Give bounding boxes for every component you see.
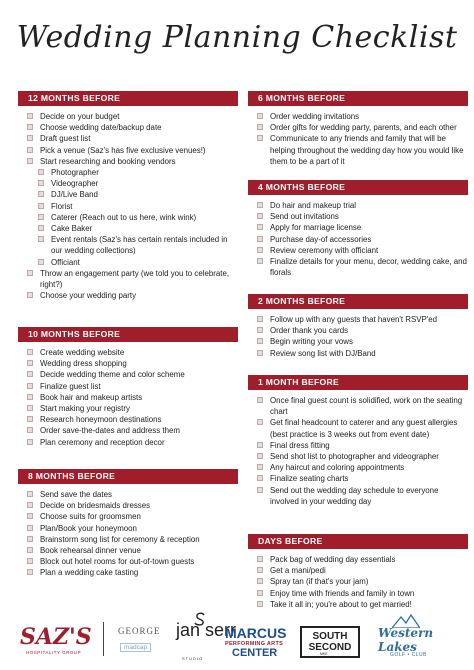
checkbox-icon[interactable] (257, 578, 263, 584)
checkbox-icon[interactable] (38, 225, 44, 231)
western-lakes-logo: Western Lakes (378, 626, 434, 654)
checklist-item-label: Decide on your budget (40, 112, 120, 121)
checklist-item-label: Caterer (Reach out to us here, wink wink) (51, 212, 197, 222)
checkbox-icon[interactable] (27, 135, 33, 141)
checkbox-icon[interactable] (257, 475, 263, 481)
section-1-month (248, 375, 468, 507)
checkbox-icon[interactable] (257, 601, 263, 607)
checklist-item (18, 145, 238, 156)
checklist-item-label: Finalize seating charts (270, 474, 349, 484)
south-second-logo: SOUTH SECOND (300, 626, 360, 658)
madcap-logo: madcap (120, 643, 151, 652)
checkbox-icon[interactable] (27, 371, 33, 377)
checklist-item (18, 425, 238, 436)
checkbox-icon[interactable] (27, 124, 33, 130)
checklist-item (18, 133, 238, 144)
checklist-item (18, 156, 238, 167)
sazs-logo: SAZ'S (20, 624, 92, 650)
checklist-item (248, 554, 468, 565)
checkbox-icon[interactable] (27, 547, 33, 553)
checkbox-icon[interactable] (27, 513, 33, 519)
checkbox-icon[interactable] (257, 224, 263, 230)
section-4-months (248, 180, 468, 278)
checkbox-icon[interactable] (27, 439, 33, 445)
checkbox-icon[interactable] (27, 569, 33, 575)
checklist-item-label: Start making your registry (40, 404, 130, 414)
checklist-item (248, 336, 468, 347)
checkbox-icon[interactable] (27, 394, 33, 400)
checklist-item-label: Finalize guest list (40, 381, 101, 391)
checklist-item (248, 122, 468, 133)
section-12-months (18, 91, 238, 301)
checklist-item-label: Draft guest list (40, 134, 91, 144)
checkbox-icon[interactable] (27, 292, 33, 298)
checklist-item (18, 556, 238, 567)
checklist-item (248, 200, 468, 211)
checkbox-icon[interactable] (27, 158, 33, 164)
checklist-item-label: Decide wedding theme and color scheme (40, 370, 185, 380)
checklist-item-label: Get a mani/pedi (270, 566, 326, 576)
checklist (18, 484, 238, 579)
checklist-item (248, 440, 468, 451)
checkbox-icon[interactable] (38, 191, 44, 197)
checklist-item-label: Videographer (51, 179, 99, 189)
checklist-item (18, 489, 238, 500)
sponsor-logos (0, 612, 474, 670)
checklist (18, 106, 238, 301)
checkbox-icon[interactable] (38, 203, 44, 209)
checklist-item (18, 567, 238, 578)
checklist (248, 390, 468, 507)
checkbox-icon[interactable] (257, 258, 263, 264)
western-lakes-logo-subtitle: GOLF • CLUB (390, 652, 427, 658)
checklist-item (248, 485, 468, 507)
checkbox-icon[interactable] (27, 147, 33, 153)
checkbox-icon[interactable] (38, 169, 44, 175)
checklist (248, 549, 468, 610)
checklist-item-label: Take it all in; you're about to get married! (270, 599, 412, 609)
checkbox-icon[interactable] (257, 213, 263, 219)
checkbox-icon[interactable] (27, 270, 33, 276)
checkbox-icon[interactable] (27, 360, 33, 366)
checkbox-icon[interactable] (257, 487, 263, 493)
checkbox-icon[interactable] (38, 236, 44, 242)
checkbox-icon[interactable] (38, 214, 44, 220)
section-header: 10 MONTHS BEFORE (18, 327, 238, 342)
checklist-item (248, 245, 468, 256)
section-header: 6 MONTHS BEFORE (248, 91, 468, 106)
checkbox-icon[interactable] (257, 327, 263, 333)
checklist-item-label: Brainstorm song list for ceremony & reception (40, 534, 200, 544)
checklist-item (248, 348, 468, 359)
george-logo: GEORGE (118, 626, 161, 636)
checklist-item-label: Purchase day-of accessories (270, 234, 372, 244)
checklist-subitem (18, 189, 238, 200)
checklist-item (248, 473, 468, 484)
checklist-item (248, 462, 468, 473)
checklist-item-label: Communicate to any friends and family that will be helping throughout the wedding day how you would like them to be a part of it (270, 134, 464, 166)
checklist-item-label: Review song list with DJ/Band (270, 348, 376, 358)
checklist-item (18, 414, 238, 425)
checkbox-icon[interactable] (257, 236, 263, 242)
checklist (18, 342, 238, 448)
section-header: 4 MONTHS BEFORE (248, 180, 468, 195)
checkbox-icon[interactable] (27, 536, 33, 542)
checklist-item-label: Plan/Book your honeymoon (40, 523, 137, 533)
checklist-item (18, 111, 238, 122)
checklist-subitem (18, 178, 238, 189)
sazs-logo-subtitle: HOSPITALITY GROUP (26, 650, 82, 655)
checkbox-icon[interactable] (257, 316, 263, 322)
checklist-item (248, 325, 468, 336)
checklist-item-label: Book hair and makeup artists (40, 392, 143, 402)
checklist-item (248, 256, 468, 278)
checkbox-icon[interactable] (27, 416, 33, 422)
checklist-item (18, 381, 238, 392)
section-header: 12 MONTHS BEFORE (18, 91, 238, 106)
checkbox-icon[interactable] (257, 453, 263, 459)
jan-serr-logo-subtitle: STUDIO (182, 656, 204, 661)
checklist-item-label: Book rehearsal dinner venue (40, 546, 141, 556)
checklist-item (18, 392, 238, 403)
checkbox-icon[interactable] (27, 525, 33, 531)
checklist-subitem (18, 212, 238, 223)
section-header: DAYS BEFORE (248, 534, 468, 549)
checklist-item-label: Once final guest count is solidified, work on the seating chart (270, 396, 463, 417)
checklist-item (18, 369, 238, 380)
checklist-item-label: Order wedding invitations (270, 112, 360, 121)
checkbox-icon[interactable] (257, 464, 263, 470)
checklist-item-label: Enjoy time with friends and family in town (270, 588, 415, 598)
marcus-logo-center: CENTER (232, 647, 278, 659)
checklist-item (18, 347, 238, 358)
checklist-item-label: Photographer (51, 168, 99, 178)
checklist-subitem (18, 234, 238, 256)
checklist-item-label: Send out invitations (270, 212, 339, 222)
section-header: 1 MONTH BEFORE (248, 375, 468, 390)
checklist-item-label: Finalize details for your menu, decor, wedding cake, and florals (270, 257, 467, 278)
section-10-months (18, 327, 238, 448)
checklist-item-label: Send save the dates (40, 490, 112, 499)
checkbox-icon[interactable] (257, 135, 263, 141)
checklist-item-label: Any haircut and coloring appointments (270, 463, 405, 473)
logo-divider (103, 622, 104, 656)
checkbox-icon[interactable] (257, 350, 263, 356)
checklist-item-label: Follow up with any guests that haven't RSVP'ed (270, 315, 438, 324)
checkbox-icon[interactable] (27, 502, 33, 508)
checklist-item-label: Order gifts for wedding party, parents, and each other (270, 123, 457, 133)
checkbox-icon[interactable] (257, 419, 263, 425)
checklist-item-label: Pack bag of wedding day essentials (270, 555, 396, 564)
checkbox-icon[interactable] (257, 442, 263, 448)
checkbox-icon[interactable] (27, 405, 33, 411)
checklist-item (18, 403, 238, 414)
checkbox-icon[interactable] (27, 349, 33, 355)
checkbox-icon[interactable] (257, 202, 263, 208)
checklist-item-label: Apply for marriage license (270, 223, 362, 233)
section-2-months (248, 294, 468, 359)
section-header: 2 MONTHS BEFORE (248, 294, 468, 309)
checklist-item-label: Plan a wedding cake tasting (40, 568, 139, 578)
checklist-item (18, 511, 238, 522)
checklist-item-label: Create wedding website (40, 348, 125, 357)
section-6-months (248, 91, 468, 167)
checklist-item (248, 211, 468, 222)
checklist-item-label: Review ceremony with officiant (270, 245, 379, 255)
checklist-item-label: Spray tan (if that's your jam) (270, 577, 369, 587)
checkbox-icon[interactable] (27, 113, 33, 119)
checkbox-icon[interactable] (257, 556, 263, 562)
checklist-item-label: Florist (51, 201, 73, 211)
checklist-item (18, 122, 238, 133)
checkbox-icon[interactable] (38, 180, 44, 186)
checklist-subitem (18, 257, 238, 268)
section-header: 8 MONTHS BEFORE (18, 469, 238, 484)
checklist-item (248, 576, 468, 587)
checkbox-icon[interactable] (257, 397, 263, 403)
checklist-subitem (18, 167, 238, 178)
jan-serr-logo: jan serr (176, 620, 237, 640)
checklist-item (18, 500, 238, 511)
checklist-item (248, 395, 468, 417)
checkbox-icon[interactable] (27, 427, 33, 433)
checkbox-icon[interactable] (38, 259, 44, 265)
checklist-item-label: Event rentals (Saz's has certain rentals included in our wedding collections) (51, 235, 228, 256)
checklist-item-label: Send out the wedding day schedule to everyone involved in your wedding day (270, 485, 439, 506)
checkbox-icon[interactable] (257, 247, 263, 253)
checklist-item-label: Choose wedding date/backup date (40, 123, 162, 133)
checklist-item-label: Plan ceremony and reception decor (40, 437, 165, 447)
checklist-item-label: Do hair and makeup trial (270, 201, 356, 210)
checklist-item-label: DJ/Live Band (51, 190, 98, 200)
section-days-before (248, 534, 468, 610)
checklist-item-label: Final dress fitting (270, 440, 330, 450)
checklist-item-label: Start researching and booking vendors (40, 156, 176, 166)
checklist (248, 106, 468, 167)
checklist-item (18, 545, 238, 556)
checklist-item-label: Begin writing your vows (270, 337, 353, 347)
checklist-item (18, 523, 238, 534)
checklist-item-label: Choose your wedding party (40, 291, 137, 301)
checklist-item-label: Cake Baker (51, 224, 93, 234)
checklist-item-label: Wedding dress shopping (40, 359, 127, 369)
checklist-item-label: Throw an engagement party (we told you to celebrate, right?) (40, 268, 230, 290)
checklist-item (248, 314, 468, 325)
checkbox-icon[interactable] (27, 558, 33, 564)
checklist-item (248, 234, 468, 245)
checkbox-icon[interactable] (257, 113, 263, 119)
checklist-item (18, 268, 238, 290)
checklist-item (18, 534, 238, 545)
checklist-item (248, 565, 468, 576)
checklist-item-label: Order save-the-dates and address them (40, 426, 180, 436)
marcus-logo-subtitle: PERFORMING ARTS (225, 641, 284, 647)
checkbox-icon[interactable] (257, 567, 263, 573)
page-title: Wedding Planning Checklist (16, 20, 458, 55)
checkbox-icon[interactable] (257, 124, 263, 130)
checkbox-icon[interactable] (257, 590, 263, 596)
checklist-item (18, 437, 238, 448)
checklist-item (248, 133, 468, 167)
checkbox-icon[interactable] (27, 383, 33, 389)
checklist-subitem (18, 201, 238, 212)
checklist-item (248, 588, 468, 599)
checklist-item (248, 417, 468, 439)
checklist-item (18, 358, 238, 369)
south-second-logo-subtitle: MKE (320, 652, 328, 656)
checklist-item-label: Pick a venue (Saz's has five exclusive venues!) (40, 145, 206, 155)
section-8-months (18, 469, 238, 579)
checklist-item-label: Order thank you cards (270, 326, 349, 336)
checklist-item-label: Choose suits for groomsmen (40, 512, 141, 522)
checklist-item (248, 451, 468, 462)
checklist-item (248, 599, 468, 610)
checklist-item (248, 222, 468, 233)
checkbox-icon[interactable] (27, 491, 33, 497)
checklist-item-label: Officiant (51, 257, 80, 267)
checklist-item-label: Send shot list to photographer and videographer (270, 452, 439, 462)
checklist-item-label: Get final headcount to caterer and any guest allergies (best practice is 3 weeks out from event date) (270, 418, 458, 439)
checkbox-icon[interactable] (257, 338, 263, 344)
checklist-item-label: Decide on bridesmaids dresses (40, 501, 151, 511)
checklist-item-label: Research honeymoon destinations (40, 415, 162, 425)
checklist-subitem (18, 223, 238, 234)
checklist-item (18, 290, 238, 301)
checklist-item-label: Block out hotel rooms for out-of-town guests (40, 557, 195, 567)
checklist (248, 309, 468, 359)
marcus-logo: MARCUS (225, 625, 287, 641)
checklist (248, 195, 468, 278)
checklist-item (248, 111, 468, 122)
